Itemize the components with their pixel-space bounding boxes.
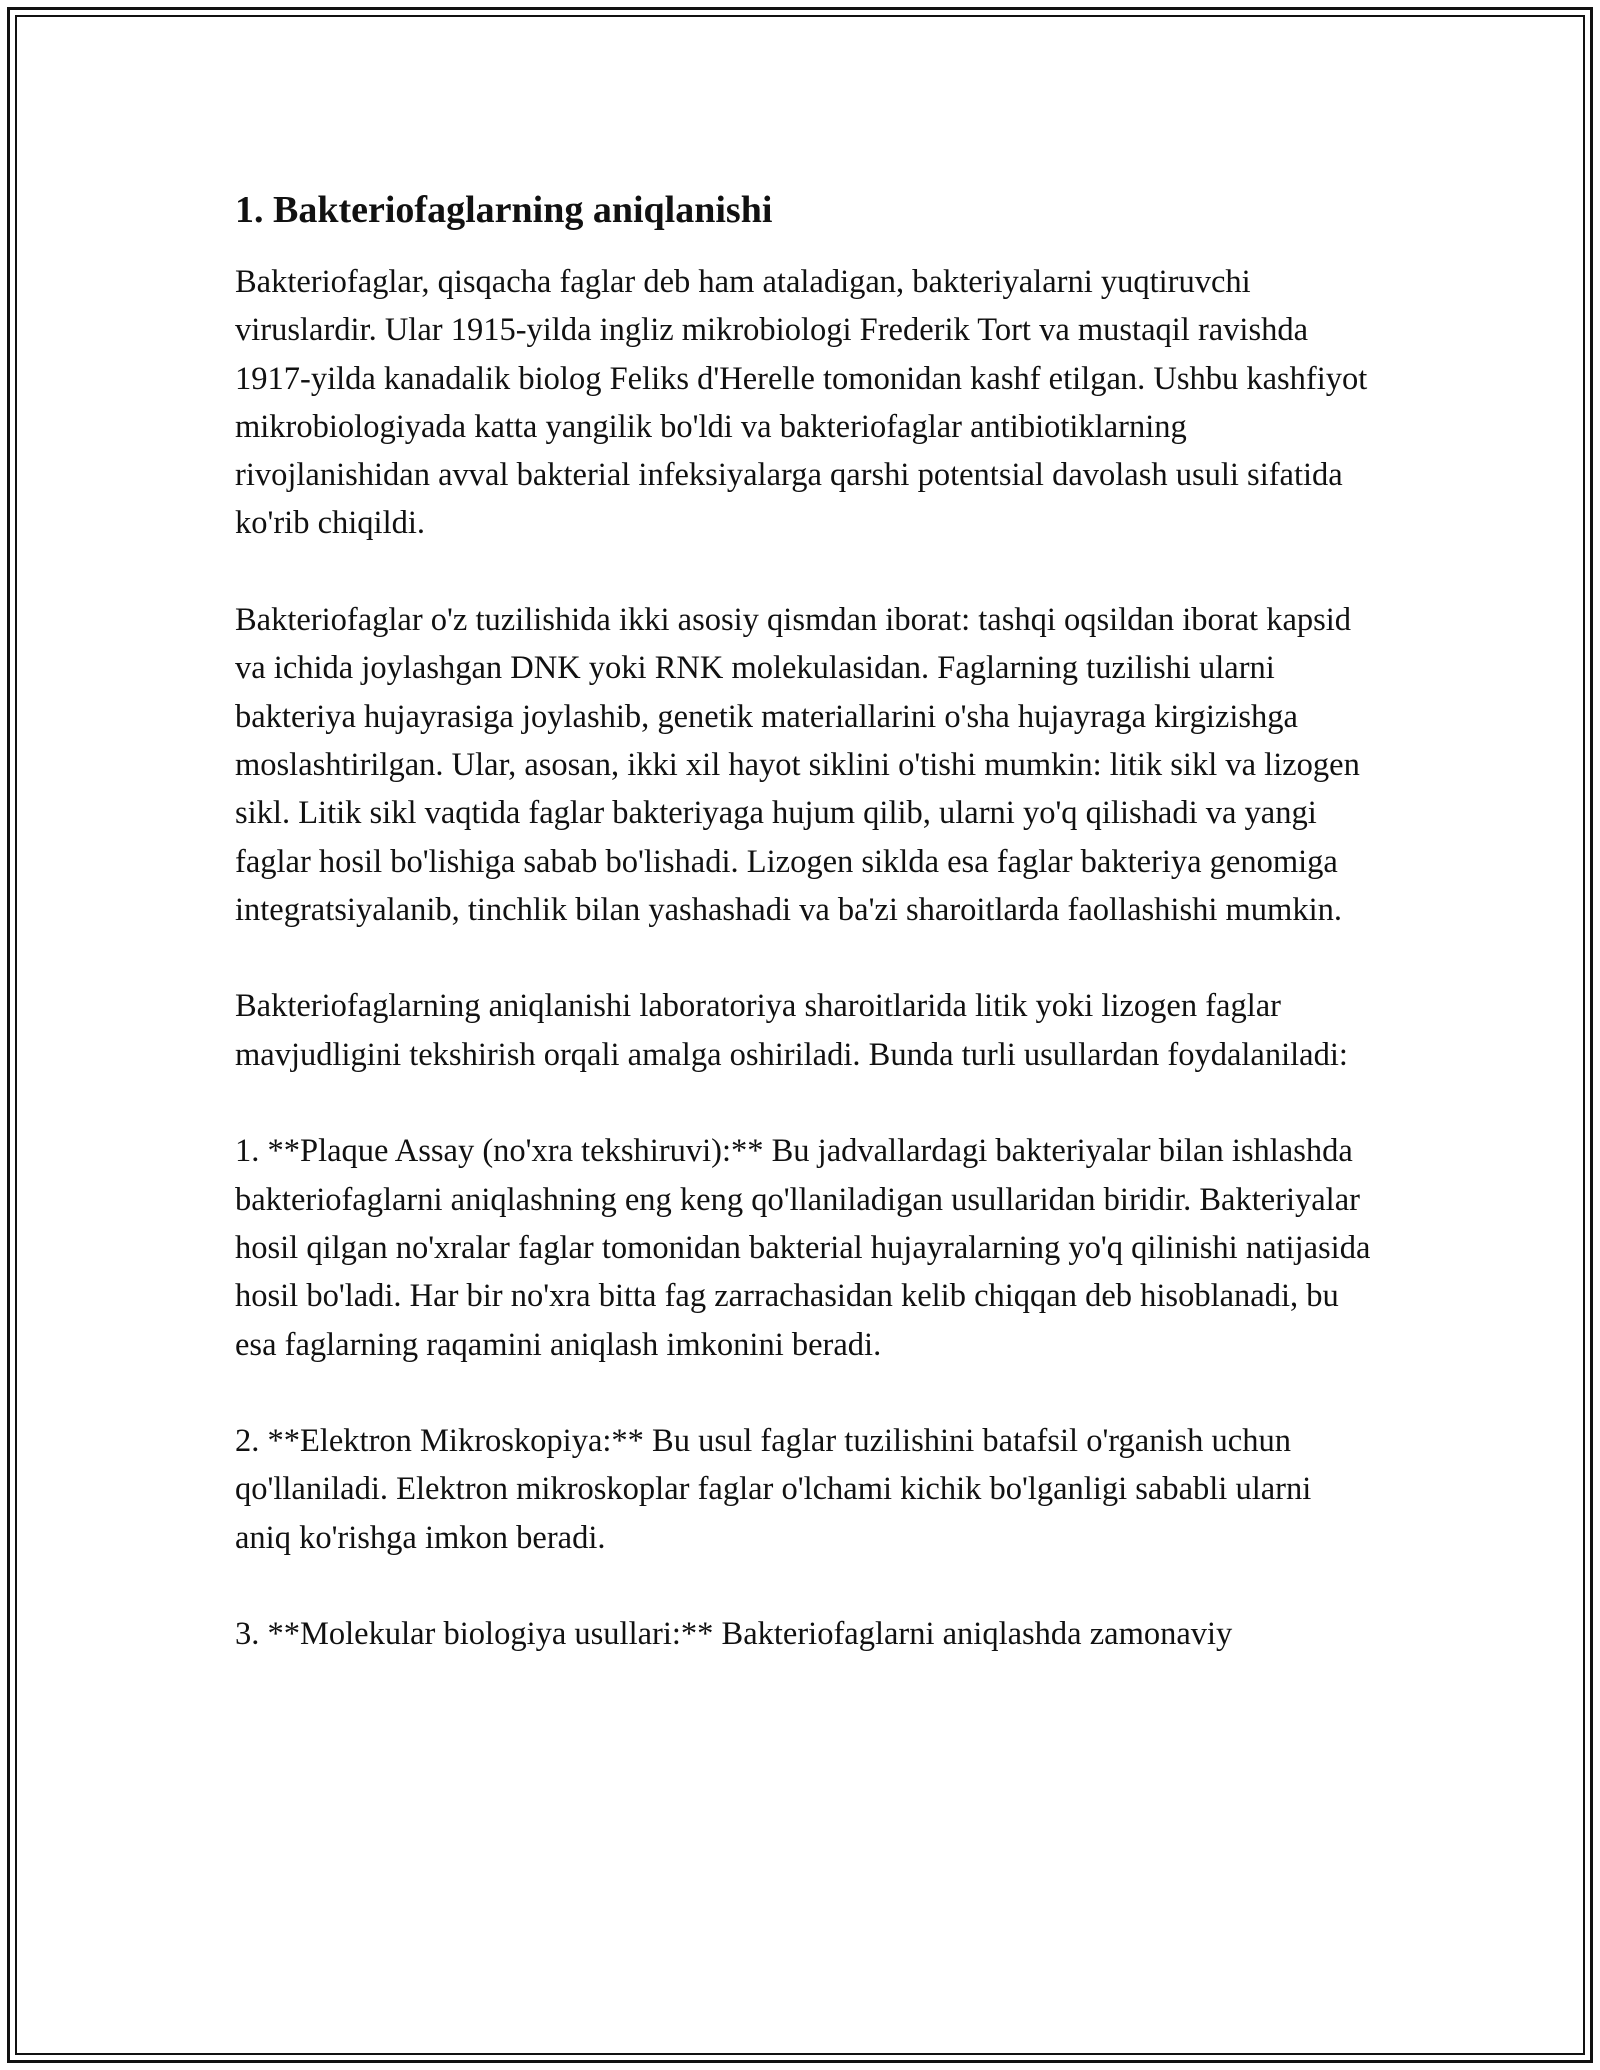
list-item-electron-microscopy: 2. **Elektron Mikroskopiya:** Bu usul faglar tuzilishini batafsil o'rganish uchun qo'llaniladi. Elektron mikroskoplar faglar o'lchami kichik bo'lganligi sababli ularni aniq ko'rishga imkon beradi.	[235, 1423, 1312, 1556]
paragraph-intro: Bakteriofaglar, qisqacha faglar deb ham ataladigan, bakteriyalarni yuqtiruvchi viruslardir. Ular 1915-yilda ingliz mikrobiologi Frederik Tort va mustaqil ravishda 1917-yilda kanadalik biolog Feliks d'Herelle tomonidan kashf etilgan. Ushbu kashfiyot mikrobiologiyada katta yangilik bo'ldi va bakteriofaglar antibiotiklarning rivojlanishidan avval bakterial infeksiyalarga qarshi potentsial davolash usuli sifatida ko'rib chiqildi.	[235, 264, 1368, 542]
document-body	[235, 186, 1375, 1659]
list-item-plaque-assay: 1. **Plaque Assay (no'xra tekshiruvi):** Bu jadvallardagi bakteriyalar bilan ishlashda bakteriofaglarni aniqlashning eng keng qo'llaniladigan usullaridan biridir. Bakteriyalar hosil qilgan no'xralar faglar tomonidan bakterial hujayralarning yo'q qilinishi natijasida hosil bo'ladi. Har bir no'xra bitta fag zarrachasidan kelib chiqqan deb hisoblanadi, bu esa faglarning raqamini aniqlash imkonini beradi.	[235, 1133, 1371, 1363]
section-heading: 1. Bakteriofaglarning aniqlanishi	[235, 189, 773, 231]
paragraph-detection: Bakteriofaglarning aniqlanishi laboratoriya sharoitlarida litik yoki lizogen faglar mavjudligini tekshirish orqali amalga oshiriladi. Bunda turli usullardan foydalaniladi:	[235, 988, 1348, 1073]
paragraph-structure: Bakteriofaglar o'z tuzilishida ikki asosiy qismdan iborat: tashqi oqsildan iborat kapsid va ichida joylashgan DNK yoki RNK molekulasidan. Faglarning tuzilishi ularni bakteriya hujayrasiga joylashib, genetik materiallarini o'sha hujayraga kirgizishga moslashtirilgan. Ular, asosan, ikki xil hayot siklini o'tishi mumkin: litik sikl va lizogen sikl. Litik sikl vaqtida faglar bakteriyaga hujum qilib, ularni yo'q qilishadi va yangi faglar hosil bo'lishiga sabab bo'lishadi. Lizogen siklda esa faglar bakteriya genomiga integratsiyalanib, tinchlik bilan yashashadi va ba'zi sharoitlarda faollashishi mumkin.	[235, 602, 1360, 928]
list-item-molecular-biology: 3. **Molekular biologiya usullari:** Bakteriofaglarni aniqlashda zamonaviy	[235, 1616, 1233, 1653]
